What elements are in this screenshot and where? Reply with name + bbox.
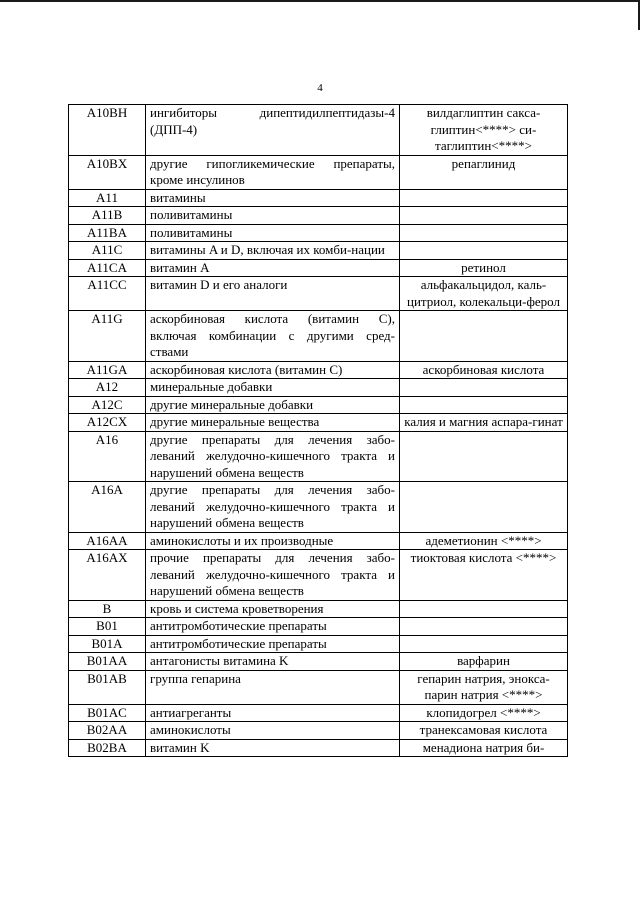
drug-name-cell	[400, 189, 568, 207]
pharmacological-group-cell: витамин A	[146, 259, 400, 277]
table-row	[69, 242, 568, 260]
atc-code-cell: B02AA	[69, 722, 146, 740]
table-row	[69, 155, 568, 189]
atc-code-cell: A12	[69, 379, 146, 397]
pharmacological-group-cell: минеральные добавки	[146, 379, 400, 397]
table-row	[69, 277, 568, 311]
pharmacological-group-cell: другие минеральные вещества	[146, 414, 400, 432]
atc-code-cell: B01	[69, 618, 146, 636]
atc-code-cell: B02BA	[69, 739, 146, 757]
drug-name-cell: репаглинид	[400, 155, 568, 189]
drug-name-cell: гепарин натрия, эноксa-парин натрия <****>	[400, 670, 568, 704]
drug-name-cell	[400, 224, 568, 242]
drug-name-cell: калия и магния аспара-гинат	[400, 414, 568, 432]
drug-name-cell: тиоктовая кислота <****>	[400, 550, 568, 601]
drug-name-cell: транексамовая кислота	[400, 722, 568, 740]
drug-name-cell: ретинол	[400, 259, 568, 277]
page-number: 4	[317, 82, 323, 94]
pharmacological-group-cell: поливитамины	[146, 224, 400, 242]
table-row	[69, 189, 568, 207]
table-body	[69, 105, 568, 757]
drug-name-cell	[400, 207, 568, 225]
table-row	[69, 722, 568, 740]
pharmacological-group-cell: витамин K	[146, 739, 400, 757]
atc-code-cell: A16AX	[69, 550, 146, 601]
drug-name-cell	[400, 379, 568, 397]
drug-name-cell	[400, 242, 568, 260]
pharmacological-group-cell: аскорбиновая кислота (витамин C)	[146, 361, 400, 379]
drug-name-cell	[400, 396, 568, 414]
pharmacological-group-cell: витамины A и D, включая их комби-нации	[146, 242, 400, 260]
pharmacological-group-cell: другие гипогликемические препараты, кроме инсулинов	[146, 155, 400, 189]
drug-name-cell: варфарин	[400, 653, 568, 671]
pharmacological-group-cell: поливитамины	[146, 207, 400, 225]
table-row	[69, 600, 568, 618]
atc-code-cell: B	[69, 600, 146, 618]
table-row	[69, 311, 568, 362]
pharmacological-group-cell: другие препараты для лечения забо-леваний желудочно-кишечного тракта и нарушений обмена веществ	[146, 482, 400, 533]
table-row	[69, 361, 568, 379]
pharmacological-group-cell: аминокислоты и их производные	[146, 532, 400, 550]
drug-name-cell: клопидогрел <****>	[400, 704, 568, 722]
drug-name-cell	[400, 311, 568, 362]
atc-code-cell: A16A	[69, 482, 146, 533]
table-row	[69, 105, 568, 156]
pharmacological-group-cell: группа гепарина	[146, 670, 400, 704]
drug-name-cell	[400, 431, 568, 482]
atc-code-cell: A11G	[69, 311, 146, 362]
atc-code-cell: A12C	[69, 396, 146, 414]
drug-name-cell: аскорбиновая кислота	[400, 361, 568, 379]
table-row	[69, 739, 568, 757]
pharmacological-group-cell: аскорбиновая кислота (витамин C), включая комбинации с другими сред-ствами	[146, 311, 400, 362]
table-row	[69, 635, 568, 653]
table-row	[69, 207, 568, 225]
drug-name-cell: адеметионин <****>	[400, 532, 568, 550]
drug-name-cell: вилдаглиптин сакса-глиптин<****> си-таглиптин<****>	[400, 105, 568, 156]
atc-code-cell: A11	[69, 189, 146, 207]
pharmacological-group-cell: ингибиторы дипептидилпептидазы-4 (ДПП-4)	[146, 105, 400, 156]
table-row	[69, 704, 568, 722]
pharmacological-group-cell: другие минеральные добавки	[146, 396, 400, 414]
pharmacological-group-cell: кровь и система кроветворения	[146, 600, 400, 618]
table-row	[69, 379, 568, 397]
drug-name-cell	[400, 618, 568, 636]
pharmacological-group-cell: антитромботические препараты	[146, 635, 400, 653]
pharmacological-group-cell: антагонисты витамина K	[146, 653, 400, 671]
pharmacological-group-cell: антиагреганты	[146, 704, 400, 722]
table-row	[69, 224, 568, 242]
atc-code-cell: A10BH	[69, 105, 146, 156]
atc-code-cell: A16	[69, 431, 146, 482]
atc-code-cell: A12CX	[69, 414, 146, 432]
drug-classification-table	[68, 104, 568, 757]
pharmacological-group-cell: витамины	[146, 189, 400, 207]
pharmacological-group-cell: витамин D и его аналоги	[146, 277, 400, 311]
table-row	[69, 653, 568, 671]
atc-code-cell: B01AA	[69, 653, 146, 671]
table-row	[69, 414, 568, 432]
pharmacological-group-cell: прочие препараты для лечения забо-леваний желудочно-кишечного тракта и нарушений обмена веществ	[146, 550, 400, 601]
atc-code-cell: B01A	[69, 635, 146, 653]
atc-code-cell: A11CC	[69, 277, 146, 311]
pharmacological-group-cell: антитромботические препараты	[146, 618, 400, 636]
drug-name-cell: менадиона натрия би-	[400, 739, 568, 757]
drug-name-cell	[400, 600, 568, 618]
scan-border-top	[0, 0, 640, 2]
atc-code-cell: A11B	[69, 207, 146, 225]
atc-code-cell: A10BX	[69, 155, 146, 189]
atc-code-cell: A11C	[69, 242, 146, 260]
atc-code-cell: A11CA	[69, 259, 146, 277]
atc-code-cell: A16AA	[69, 532, 146, 550]
atc-code-cell: B01AB	[69, 670, 146, 704]
table-row	[69, 259, 568, 277]
pharmacological-group-cell: другие препараты для лечения забо-леваний желудочно-кишечного тракта и нарушений обмена веществ	[146, 431, 400, 482]
table-row	[69, 670, 568, 704]
drug-name-cell: альфакальцидол, каль-цитриол, колекальци-ферол	[400, 277, 568, 311]
atc-code-cell: A11GA	[69, 361, 146, 379]
atc-code-cell: B01AC	[69, 704, 146, 722]
table-row	[69, 431, 568, 482]
atc-code-cell: A11BA	[69, 224, 146, 242]
pharmacological-group-cell: аминокислоты	[146, 722, 400, 740]
table-row	[69, 532, 568, 550]
drug-name-cell	[400, 635, 568, 653]
table-row	[69, 482, 568, 533]
drug-name-cell	[400, 482, 568, 533]
table-row	[69, 618, 568, 636]
table-row	[69, 396, 568, 414]
table-row	[69, 550, 568, 601]
